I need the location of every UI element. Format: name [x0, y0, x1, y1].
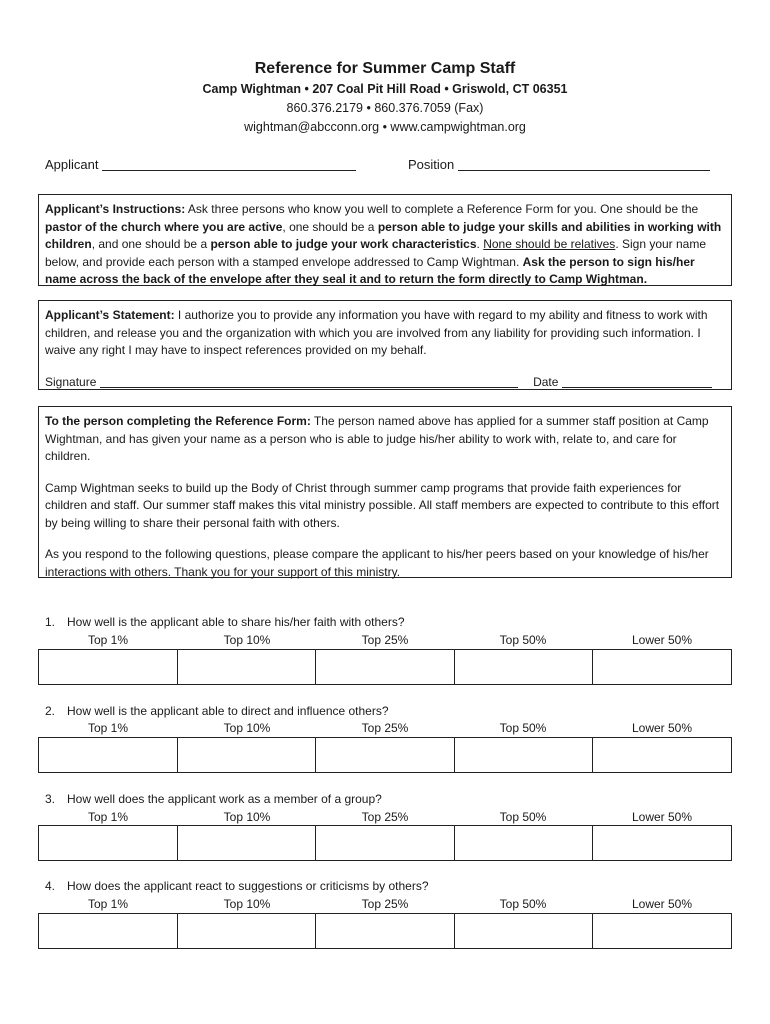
signature-row [45, 374, 725, 392]
scale-top-50: Top 50% [499, 633, 547, 647]
rating-cell-top-10[interactable] [178, 826, 317, 860]
rating-cell-top-10[interactable] [178, 914, 317, 948]
scale-top-1: Top 1% [87, 721, 129, 735]
reference-info-box [38, 406, 732, 578]
question-3 [45, 792, 382, 806]
reference-info-p2: Camp Wightman seeks to build up the Body of Christ through summer camp programs that provide faith experiences for children and staff. Our summer staff makes this vital ministry possible. All staff members are expected to contribute to this effort by being willing to share their personal faith with others. [45, 480, 720, 530]
rating-cell-lower-50[interactable] [593, 826, 731, 860]
rating-grid-1 [38, 649, 732, 685]
scale-top-25: Top 25% [361, 810, 409, 824]
rating-cell-top-50[interactable] [455, 650, 594, 684]
instructions-bold: pastor of the church where you are active [45, 219, 283, 234]
rating-cell-top-1[interactable] [39, 826, 178, 860]
scale-lower-50: Lower 50% [631, 633, 693, 647]
reference-info-p3: As you respond to the following questions, please compare the applicant to his/her peers based on your knowledge of his/her interactions with others. Thank you for your support of this ministry. [45, 547, 709, 579]
rating-cell-top-1[interactable] [39, 738, 178, 772]
rating-cell-top-10[interactable] [178, 738, 317, 772]
scale-top-1: Top 1% [87, 633, 129, 647]
scale-top-50: Top 50% [499, 721, 547, 735]
rating-cell-top-1[interactable] [39, 914, 178, 948]
scale-lower-50: Lower 50% [631, 810, 693, 824]
form-title: Reference for Summer Camp Staff [254, 60, 516, 77]
question-text: How well is the applicant able to direct and influence others? [67, 704, 389, 718]
question-text: How well is the applicant able to share his/her faith with others? [67, 615, 405, 629]
instructions-bold: person able to judge your skills and abilities in working with children [45, 219, 722, 251]
instructions-box [38, 194, 732, 286]
scale-top-1: Top 1% [87, 897, 129, 911]
rating-cell-lower-50[interactable] [593, 650, 731, 684]
date-label: Date [533, 374, 559, 389]
scale-top-25: Top 25% [361, 897, 409, 911]
rating-grid-2 [38, 737, 732, 773]
instructions-bold: person able to judge your work characteristics [210, 237, 477, 251]
rating-cell-top-50[interactable] [455, 738, 594, 772]
rating-cell-top-10[interactable] [178, 650, 317, 684]
question-number: 3. [45, 792, 56, 806]
instructions-text: , one should be a [282, 219, 378, 234]
position-field [408, 157, 710, 172]
scale-top-10: Top 10% [223, 810, 271, 824]
rating-cell-top-50[interactable] [455, 826, 594, 860]
rating-cell-top-25[interactable] [316, 826, 455, 860]
scale-top-10: Top 10% [223, 633, 271, 647]
signature-input-line[interactable] [100, 375, 518, 388]
question-text: How well does the applicant work as a member of a group? [67, 792, 382, 806]
date-input-line[interactable] [562, 375, 712, 388]
applicant-input-line[interactable] [102, 158, 356, 171]
instructions-lead: Applicant’s Instructions: [45, 202, 186, 216]
applicant-field [45, 157, 356, 172]
instructions-text: , and one should be a [91, 237, 211, 251]
instructions-text: Ask three persons who know you well to complete a Reference Form for you. One should be the [185, 202, 699, 216]
scale-lower-50: Lower 50% [631, 721, 693, 735]
signature-label: Signature [45, 374, 97, 389]
question-4 [45, 879, 429, 893]
reference-info-text: The person named above has applied for a summer staff position at Camp Wightman, and has given your name as a person who is able to judge his/her ability to work with, relate to, and care for children. [45, 414, 709, 463]
instructions-bold: Ask the person to sign his/her name across the back of the envelope after they seal it and to return the form directly to Camp Wightman. [45, 254, 695, 286]
question-number: 4. [45, 879, 56, 893]
statement-box [38, 300, 732, 390]
instructions-underlined: None should be relatives [483, 237, 616, 251]
reference-info-lead: To the person completing the Reference Form: [45, 414, 311, 428]
instructions-text: . Sign your name below, and provide each person with a stamped envelope addressed to Camp Wightman. [45, 237, 707, 269]
camp-web: wightman@abcconn.org • www.campwightman.org [244, 120, 526, 134]
scale-top-50: Top 50% [499, 897, 547, 911]
rating-cell-top-50[interactable] [455, 914, 594, 948]
camp-address: Camp Wightman • 207 Coal Pit Hill Road • Griswold, CT 06351 [202, 82, 568, 96]
question-number: 1. [45, 615, 56, 629]
scale-top-1: Top 1% [87, 810, 129, 824]
statement-text [45, 307, 725, 360]
reference-info-p1 [45, 413, 725, 466]
rating-cell-lower-50[interactable] [593, 738, 731, 772]
rating-cell-top-25[interactable] [316, 914, 455, 948]
scale-top-10: Top 10% [223, 897, 271, 911]
rating-grid-4 [38, 913, 732, 949]
rating-cell-lower-50[interactable] [593, 914, 731, 948]
rating-cell-top-25[interactable] [316, 738, 455, 772]
statement-body: I authorize you to provide any information you have with regard to my ability and fitness to work with children, and release you and the organization with which you are involved from any liability for providing such information. I waive any right I may have to inspect references provided on my behalf. [45, 308, 708, 357]
camp-phone: 860.376.2179 • 860.376.7059 (Fax) [286, 101, 484, 115]
question-1 [45, 615, 405, 629]
scale-lower-50: Lower 50% [631, 897, 693, 911]
scale-top-50: Top 50% [499, 810, 547, 824]
position-label: Position [408, 157, 455, 172]
question-2 [45, 704, 389, 718]
question-number: 2. [45, 704, 56, 718]
scale-top-25: Top 25% [361, 633, 409, 647]
scale-top-25: Top 25% [361, 721, 409, 735]
rating-cell-top-1[interactable] [39, 650, 178, 684]
rating-cell-top-25[interactable] [316, 650, 455, 684]
instructions-text: . [476, 237, 484, 251]
applicant-label: Applicant [45, 157, 99, 172]
rating-grid-3 [38, 825, 732, 861]
position-input-line[interactable] [458, 158, 710, 171]
statement-lead: Applicant’s Statement: [45, 308, 175, 322]
question-text: How does the applicant react to suggestions or criticisms by others? [67, 879, 429, 893]
scale-top-10: Top 10% [223, 721, 271, 735]
